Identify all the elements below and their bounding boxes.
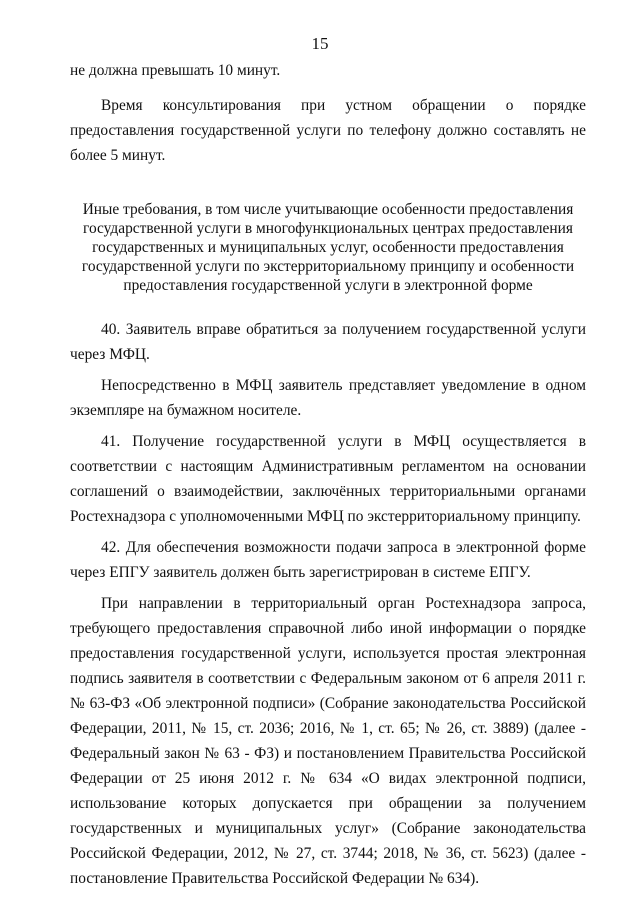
document-body [70,58,586,891]
page-number: 15 [311,34,329,53]
section-heading: Иные требования, в том числе учитывающие особенности предоставления государственной услуги в многофункциональных центрах предоставления государственных и муниципальных услуг, особенности предоставления государственной услуги по экстерриториальному принципу и особенности предоставления государственной услуги в электронной форме [81,201,575,294]
paragraph-40: 40. Заявитель вправе обратиться за получением государственной услуги через МФЦ. [70,321,586,363]
paragraph-electronic-signature: При направлении в территориальный орган Ростехнадзора запроса, требующего предоставления справочной либо иной информации о порядке предоставления государственной услуги, используется простая электронная подпись заявителя в соответствии с Федеральным законом от 6 апреля 2011 г. № 63-ФЗ «Об электронной подписи» (Собрание законодательства Российской Федерации, 2011, № 15, ст. 2036; 2016, № 1, ст. 65; № 26, ст. 3889) (далее - Федеральный закон № 63 - ФЗ) и постановлением Правительства Российской Федерации от 25 июня 2012 г. № 634 «О видах электронной подписи, использование которых допускается при обращении за получением государственных и муниципальных услуг» (Собрание законодательства Российской Федерации, 2012, № 27, ст. 3744; 2018, № 36, ст. 5623) (далее - постановление Правительства Российской Федерации № 634). [70,595,586,887]
paragraph-42: 42. Для обеспечения возможности подачи запроса в электронной форме через ЕПГУ заявитель должен быть зарегистрирован в системе ЕПГУ. [70,539,586,581]
paragraph-mfc-notice: Непосредственно в МФЦ заявитель представляет уведомление в одном экземпляре на бумажном носителе. [70,377,586,419]
paragraph-consultation-time: Время консультирования при устном обращении о порядке предоставления государственной услуги по телефону должно составлять не более 5 минут. [70,97,586,164]
paragraph-41: 41. Получение государственной услуги в МФЦ осуществляется в соответствии с настоящим Административным регламентом на основании соглашений о взаимодействии, заключённых территориальными органами Ростехнадзора с уполномоченными МФЦ по экстерриториальному принципу. [70,433,586,525]
paragraph-continuation: не должна превышать 10 минут. [70,62,281,79]
